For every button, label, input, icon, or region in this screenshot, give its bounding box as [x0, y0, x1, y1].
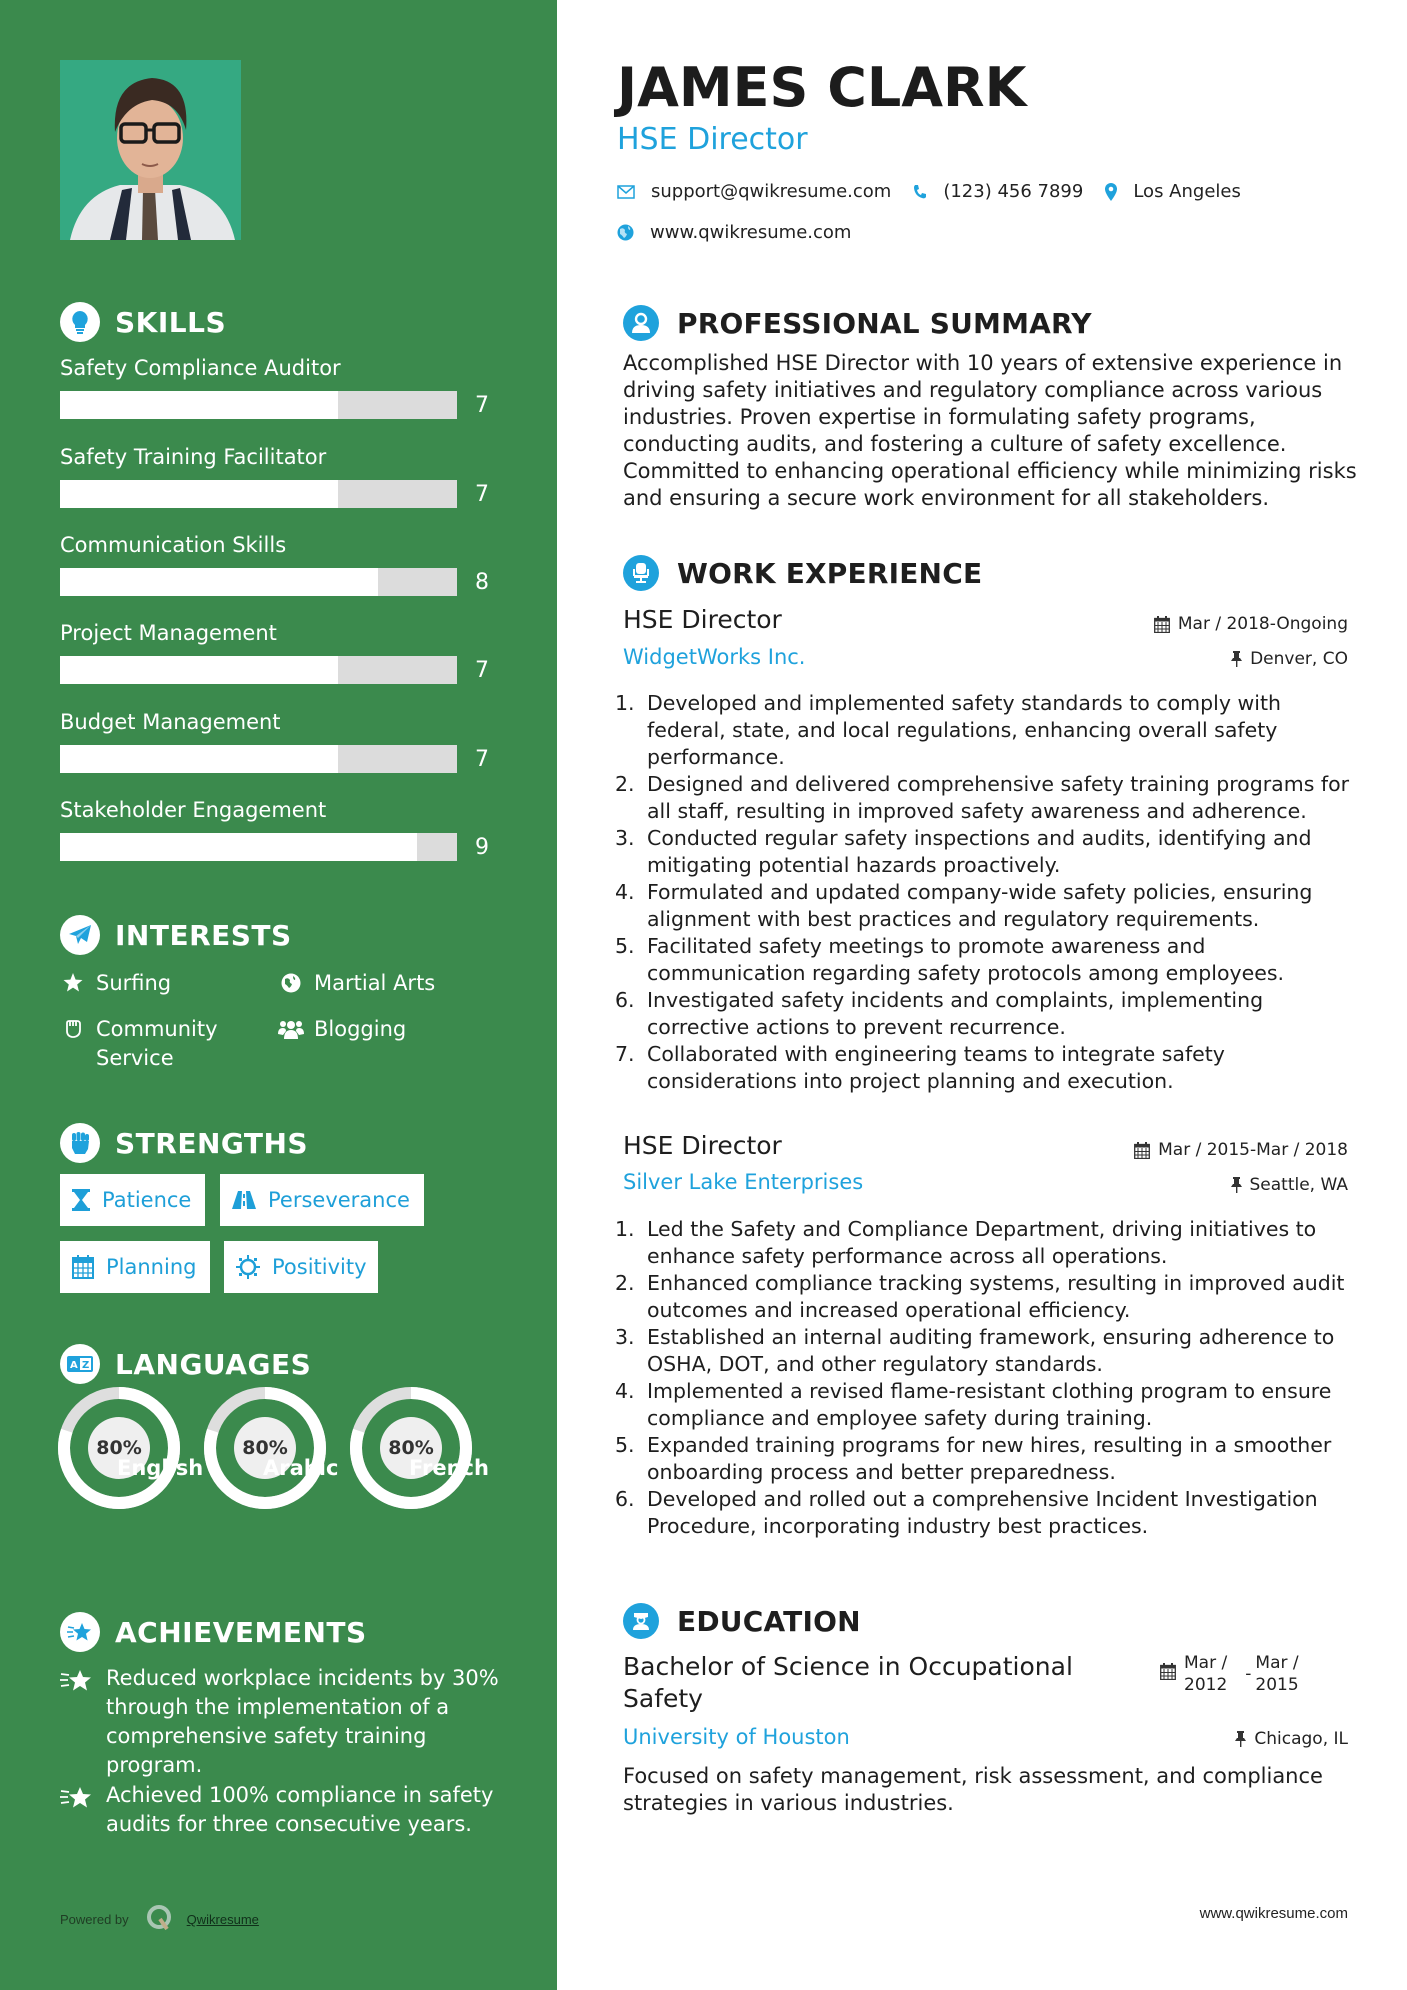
main-content: [557, 0, 1407, 1990]
job-company: Silver Lake Enterprises: [623, 1170, 864, 1194]
responsibility-item: 3. Conducted regular safety inspections and audits, identifying and mitigating potential hazards proactively.: [615, 826, 1312, 877]
strengths-title: STRENGTHS: [115, 1126, 309, 1160]
job-dates-text: Mar / 2018-Ongoing: [1177, 614, 1348, 634]
achievements-title: ACHIEVEMENTS: [115, 1615, 367, 1649]
skill-bar: [60, 833, 457, 861]
skill-bar: [60, 568, 457, 596]
skill-value: 9: [475, 834, 489, 860]
candidate-name: JAMES CLARK: [617, 56, 1027, 119]
sun-icon: [236, 1255, 260, 1279]
degree-title: Bachelor of Science in Occupational Safety: [623, 1652, 1073, 1713]
language-item-english: [57, 1386, 204, 1510]
interest-item-martial-arts: [278, 969, 498, 998]
road-icon: [232, 1191, 256, 1209]
phone-text: (123) 456 7899: [943, 181, 1084, 202]
skill-item: [60, 618, 500, 684]
achievements-section-header: [60, 1612, 367, 1652]
interest-label: Community Service: [96, 1017, 218, 1070]
footer-website-link[interactable]: www.qwikresume.com: [1199, 1905, 1348, 1922]
user-icon: [623, 305, 659, 341]
date-separator: -: [1245, 1664, 1252, 1684]
strength-badge-positivity: [224, 1241, 378, 1293]
skill-label: Project Management: [60, 621, 277, 645]
language-progress-ring: [57, 1386, 181, 1510]
skill-item: [60, 795, 500, 861]
summary-title: PROFESSIONAL SUMMARY: [677, 306, 1092, 340]
contact-row: [617, 181, 1263, 202]
pushpin-icon: [1231, 1177, 1242, 1193]
skill-bar-fill: [60, 656, 338, 684]
language-name: English: [117, 1456, 204, 1480]
contact-website-row: [617, 222, 873, 243]
lightbulb-icon: [60, 302, 100, 342]
skill-bar-fill: [60, 568, 378, 596]
strength-badge-patience: [60, 1174, 205, 1226]
skill-bar: [60, 480, 457, 508]
interest-item-blogging: [278, 1015, 498, 1044]
website-text: www.qwikresume.com: [650, 222, 852, 243]
skill-label: Communication Skills: [60, 533, 287, 557]
job-location: [1231, 1175, 1349, 1195]
language-percent: 80%: [380, 1417, 442, 1479]
job-company: WidgetWorks Inc.: [623, 645, 806, 669]
responsibility-item: 1. Led the Safety and Compliance Department, driving initiatives to enhance safety performance across all operations.: [615, 1217, 1317, 1268]
shooting-star-icon: [60, 1612, 100, 1652]
calendar-icon: [72, 1255, 94, 1279]
contact-phone[interactable]: [913, 181, 1083, 202]
strength-label: Perseverance: [268, 1188, 410, 1212]
paper-plane-icon: [60, 915, 100, 955]
skill-value: 7: [475, 657, 489, 683]
education-section-header: [623, 1603, 861, 1639]
responsibility-item: 2. Designed and delivered comprehensive safety training programs for all staff, resulting in improved safety awareness and adherence.: [615, 772, 1350, 823]
job-responsibilities: [615, 690, 1363, 1095]
globe-icon: [617, 224, 634, 241]
interests-section-header: [60, 915, 292, 955]
interest-item-surfing: [60, 969, 260, 998]
job-location: [1231, 649, 1348, 669]
language-progress-ring: [203, 1386, 327, 1510]
strength-label: Planning: [106, 1255, 197, 1279]
pushpin-icon: [1235, 1731, 1246, 1747]
language-name: French: [409, 1456, 489, 1480]
skill-item: [60, 707, 500, 773]
contact-website[interactable]: [617, 222, 851, 243]
svg-text:Z: Z: [82, 1360, 90, 1371]
profile-photo: [60, 60, 241, 240]
education-start-date: Mar / 2012: [1184, 1653, 1228, 1695]
skills-title: SKILLS: [115, 305, 227, 339]
hourglass-icon: [72, 1189, 90, 1211]
responsibility-item: 1. Developed and implemented safety standards to comply with federal, state, and local regulations, enhancing overall safety performance.: [615, 691, 1281, 769]
skill-label: Budget Management: [60, 710, 281, 734]
strengths-section-header: [60, 1123, 308, 1163]
experience-title: WORK EXPERIENCE: [677, 556, 983, 590]
education-end-date: Mar / 2015: [1255, 1653, 1299, 1695]
job-dates: [1154, 614, 1348, 634]
language-name: Arabic: [263, 1456, 339, 1480]
responsibility-item: 3. Established an internal auditing framework, ensuring adherence to OSHA, DOT, and other regulatory standards.: [615, 1325, 1335, 1376]
skills-section-header: [60, 302, 226, 342]
job-title: HSE Director: [623, 1131, 782, 1160]
skill-label: Stakeholder Engagement: [60, 798, 327, 822]
achievement-item: [60, 1781, 500, 1839]
strength-badge-planning: [60, 1241, 210, 1293]
skill-value: 7: [475, 481, 489, 507]
qwikresume-link[interactable]: Qwikresume: [186, 1912, 259, 1927]
strength-badge-perseverance: [220, 1174, 424, 1226]
interests-title: INTERESTS: [115, 918, 292, 952]
skill-bar-fill: [60, 833, 417, 861]
globe-icon: [278, 969, 304, 993]
achievement-text: Achieved 100% compliance in safety audits for three consecutive years.: [106, 1783, 494, 1836]
users-icon: [278, 1015, 304, 1041]
skill-bar-fill: [60, 391, 338, 419]
education-location-text: Chicago, IL: [1254, 1729, 1348, 1749]
skill-label: Safety Training Facilitator: [60, 445, 327, 469]
responsibility-item: 4. Formulated and updated company-wide safety policies, ensuring alignment with best practices and regulatory requirements.: [615, 880, 1313, 931]
language-item-french: [349, 1386, 489, 1510]
job-dates: [1134, 1140, 1348, 1160]
calendar-icon: [1154, 616, 1170, 633]
job-location-text: Denver, CO: [1250, 649, 1348, 669]
skill-bar: [60, 391, 457, 419]
envelope-icon: [617, 185, 635, 199]
languages-section-header: [60, 1344, 311, 1384]
education-dates: [1160, 1652, 1299, 1696]
interest-label: Martial Arts: [314, 971, 436, 995]
school-name: University of Houston: [623, 1725, 850, 1749]
language-percent: 80%: [234, 1417, 296, 1479]
skill-value: 7: [475, 392, 489, 418]
language-percent: 80%: [88, 1417, 150, 1479]
skill-bar: [60, 656, 457, 684]
svg-text:A: A: [70, 1360, 78, 1371]
interest-label: Surfing: [96, 971, 172, 995]
interest-item-community-service: [60, 1015, 250, 1073]
skill-value: 8: [475, 569, 489, 595]
email-text: support@qwikresume.com: [651, 181, 892, 202]
fist-icon: [60, 1123, 100, 1163]
hand-icon: [60, 1015, 86, 1039]
responsibility-item: 5. Expanded training programs for new hires, resulting in a smoother onboarding process and better preparedness.: [615, 1433, 1332, 1484]
responsibility-item: 2. Enhanced compliance tracking systems, resulting in improved audit outcomes and increased operational efficiency.: [615, 1271, 1345, 1322]
job-dates-text: Mar / 2015-Mar / 2018: [1158, 1140, 1348, 1160]
map-pin-icon: [1105, 183, 1117, 201]
responsibility-item: 6. Developed and rolled out a comprehensive Incident Investigation Procedure, incorporating industry best practices.: [615, 1487, 1318, 1538]
skill-label: Safety Compliance Auditor: [60, 356, 341, 380]
skill-bar-fill: [60, 480, 338, 508]
contact-email[interactable]: [617, 181, 891, 202]
skill-item: [60, 530, 500, 596]
achievement-text: Reduced workplace incidents by 30% through the implementation of a comprehensive safety training program.: [106, 1666, 499, 1777]
contact-location: [1105, 181, 1241, 202]
skill-bar: [60, 745, 457, 773]
responsibility-item: 5. Facilitated safety meetings to promote awareness and communication regarding safety protocols among employees.: [615, 934, 1285, 985]
job-title: HSE Director: [623, 605, 782, 634]
education-location: [1235, 1729, 1348, 1749]
experience-section-header: [623, 555, 982, 591]
calendar-icon: [1160, 1652, 1176, 1686]
job-responsibilities: [615, 1216, 1363, 1540]
skill-item: [60, 353, 500, 419]
languages-title: LANGUAGES: [115, 1347, 312, 1381]
language-progress-ring: [349, 1386, 473, 1510]
pushpin-icon: [1231, 651, 1242, 667]
office-chair-icon: [623, 555, 659, 591]
summary-text: Accomplished HSE Director with 10 years of extensive experience in driving safety initiatives and regulatory compliance across various industries. Proven expertise in formulating safety programs, conducting audits, and fostering a culture of safety excellence. Committed to enhancing operational efficiency while minimizing risks and ensuring a secure work environment for all stakeholders.: [623, 351, 1357, 510]
interest-label: Blogging: [314, 1017, 407, 1041]
phone-icon: [913, 184, 927, 200]
responsibility-item: 4. Implemented a revised flame-resistant clothing program to ensure compliance and employee safety during training.: [615, 1379, 1332, 1430]
star-icon: [60, 969, 86, 992]
location-text: Los Angeles: [1133, 181, 1241, 202]
graduate-icon: [623, 1603, 659, 1639]
powered-by-label: Powered by: [60, 1912, 129, 1927]
summary-section-header: [623, 305, 1092, 341]
powered-by: [60, 1904, 259, 1935]
skill-bar-fill: [60, 745, 338, 773]
sidebar: [0, 0, 557, 1990]
education-title: EDUCATION: [677, 1604, 861, 1638]
shooting-star-icon: [60, 1781, 96, 1818]
calendar-icon: [1134, 1142, 1150, 1159]
language-item-arabic: [203, 1386, 339, 1510]
qwikresume-logo-icon: [145, 1904, 173, 1935]
skill-item: [60, 442, 500, 508]
job-location-text: Seattle, WA: [1249, 1175, 1348, 1195]
strength-label: Patience: [102, 1188, 192, 1212]
education-description: Focused on safety management, risk assessment, and compliance strategies in various industries.: [623, 1764, 1323, 1815]
achievement-item: [60, 1664, 500, 1780]
candidate-title: HSE Director: [617, 122, 808, 157]
translate-icon: [60, 1344, 100, 1384]
strength-label: Positivity: [272, 1255, 367, 1279]
responsibility-item: 6. Investigated safety incidents and complaints, implementing corrective actions to prevent recurrence.: [615, 988, 1264, 1039]
skill-value: 7: [475, 746, 489, 772]
shooting-star-icon: [60, 1664, 96, 1701]
responsibility-item: 7. Collaborated with engineering teams to integrate safety considerations into project planning and execution.: [615, 1042, 1225, 1093]
